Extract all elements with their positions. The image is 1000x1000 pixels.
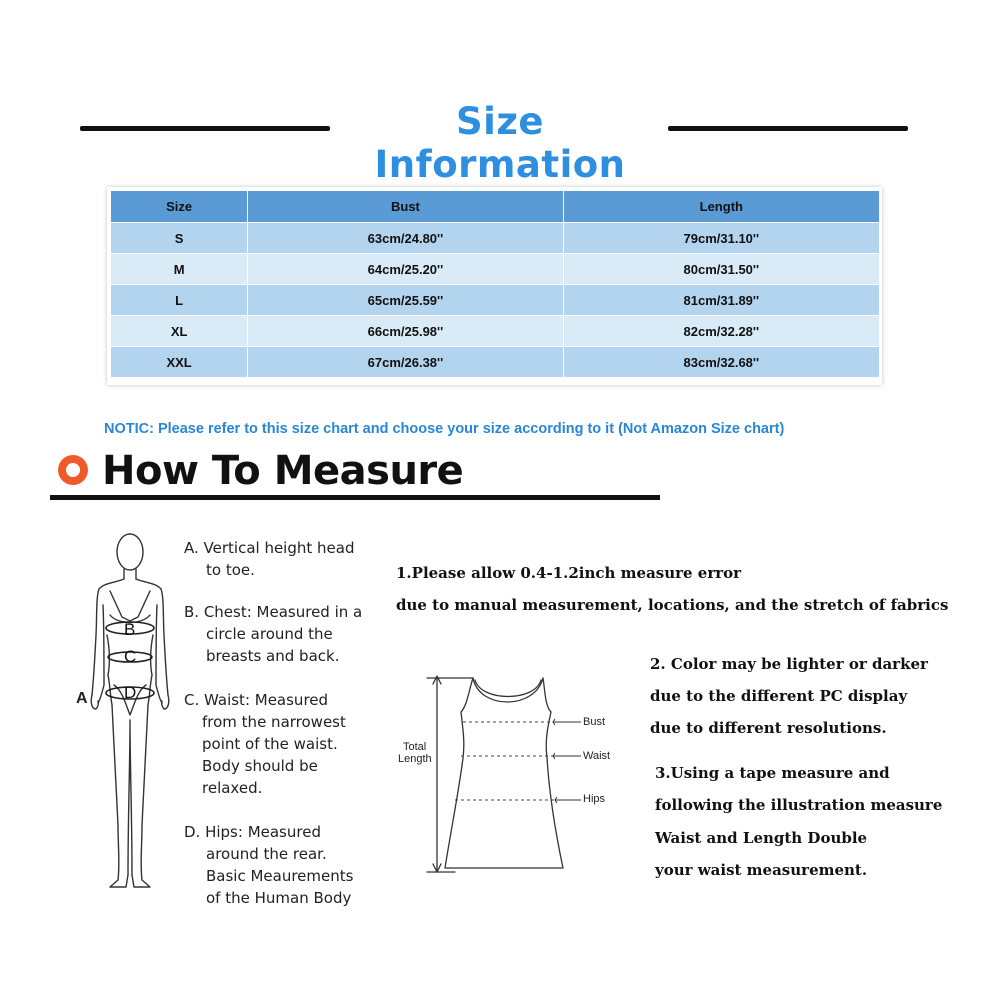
definition-line: point of the waist. (202, 735, 338, 753)
table-row (111, 347, 880, 378)
dress-label-total: Total (403, 741, 427, 753)
definition-line: Body should be (202, 757, 318, 775)
table-row (111, 285, 880, 316)
body-letter-b: B (124, 620, 136, 639)
note-1-line-2: due to manual measurement, locations, and the stretch of fabrics (396, 596, 949, 614)
cell-bust: 65cm/25.59'' (248, 285, 563, 316)
column-header-bust: Bust (248, 191, 563, 223)
cell-bust: 67cm/26.38'' (248, 347, 563, 378)
note-2-line-3: due to different resolutions. (650, 719, 887, 737)
cell-length: 79cm/31.10'' (563, 223, 879, 254)
cell-size: S (111, 223, 248, 254)
dress-label-hips: Hips (583, 793, 606, 805)
note-1-line-1: 1.Please allow 0.4-1.2inch measure error (396, 564, 742, 582)
note-3-line-4: your waist measurement. (655, 861, 868, 879)
cell-length: 83cm/32.68'' (563, 347, 879, 378)
measure-rule (50, 495, 660, 500)
body-letter-d: D (124, 683, 137, 702)
definition-line: of the Human Body (206, 889, 352, 907)
cell-bust: 64cm/25.20'' (248, 254, 563, 285)
column-header-size: Size (111, 191, 248, 223)
table-row (111, 223, 880, 254)
orange-ring-icon (58, 455, 88, 485)
page-title: Size Information (374, 100, 626, 186)
cell-length: 80cm/31.50'' (563, 254, 879, 285)
notice-text: NOTIC: Please refer to this size chart and choose your size according to it (Not Amazon Size chart) (104, 421, 785, 437)
definition-line: Basic Meaurements (206, 867, 354, 885)
cell-length: 82cm/32.28'' (563, 316, 879, 347)
title-rule-right (668, 126, 908, 131)
table-header-row (111, 191, 880, 223)
cell-size: M (111, 254, 248, 285)
dress-label-bust: Bust (583, 716, 606, 728)
measure-title: How To Measure (102, 448, 464, 494)
note-3-line-2: following the illustration measure (655, 796, 943, 814)
definition-line: from the narrowest (202, 713, 346, 731)
cell-length: 81cm/31.89'' (563, 285, 879, 316)
definition-line: relaxed. (202, 779, 263, 797)
note-3-line-3: Waist and Length Double (655, 829, 868, 847)
size-table (110, 190, 880, 378)
definition-b (184, 601, 362, 667)
note-2-line-2: due to the different PC display (650, 687, 908, 705)
definition-line: circle around the (206, 625, 333, 643)
definition-line: A. Vertical height head (184, 539, 355, 557)
body-figure-illustration (70, 525, 180, 895)
column-header-length: Length (563, 191, 879, 223)
definition-line: breasts and back. (206, 647, 340, 665)
definition-d (184, 821, 353, 909)
dress-label-waist: Waist (583, 750, 611, 762)
note-3-line-1: 3.Using a tape measure and (655, 764, 890, 782)
table-row (111, 316, 880, 347)
cell-size: XXL (111, 347, 248, 378)
definition-c (184, 689, 346, 799)
definition-line: C. Waist: Measured (184, 691, 329, 709)
definition-line: B. Chest: Measured in a (184, 603, 363, 621)
cell-bust: 66cm/25.98'' (248, 316, 563, 347)
title-rule-left (80, 126, 330, 131)
dress-label-length: Length (398, 753, 432, 765)
table-row (111, 254, 880, 285)
body-letter-c: C (124, 647, 137, 666)
cell-size: XL (111, 316, 248, 347)
cell-size: L (111, 285, 248, 316)
note-2-line-1: 2. Color may be lighter or darker (650, 655, 928, 673)
definition-line: D. Hips: Measured (184, 823, 321, 841)
definition-a (184, 537, 354, 581)
cell-bust: 63cm/24.80'' (248, 223, 563, 254)
definition-line: to toe. (206, 561, 255, 579)
dress-illustration (395, 670, 625, 880)
body-letter-a: A (76, 690, 88, 707)
definition-line: around the rear. (206, 845, 327, 863)
